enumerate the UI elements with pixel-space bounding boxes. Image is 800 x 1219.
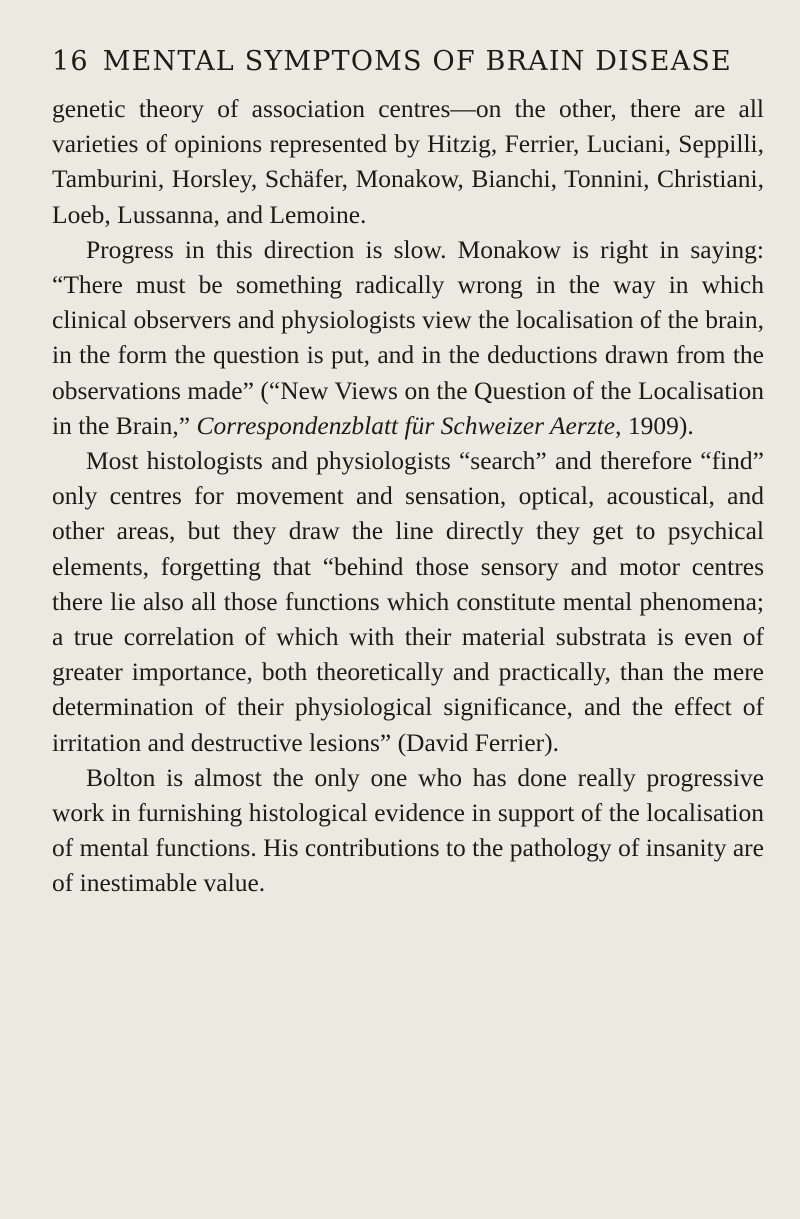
book-page	[52, 46, 764, 901]
paragraph-bolton: Bolton is almost the only one who has done really progressive work in furnishing histological evidence in support of the localisation of mental functions. His contributions to the pathology of insanity are of inestimable value.	[52, 762, 764, 898]
running-head	[52, 46, 764, 77]
paragraph-continued: genetic theory of association centres—on the other, there are all varieties of opinions represented by Hitzig, Ferrier, Luciani, Seppilli, Tamburini, Horsley, Schäfer, Monakow, Bianchi, Tonnini, Christiani, Loeb, Lussanna, and Lemoine.	[52, 94, 764, 229]
running-title: MENTAL SYMPTOMS OF BRAIN DISEASE	[102, 46, 732, 77]
paragraph-progress-end: , 1909).	[615, 410, 694, 440]
page-number: 16	[52, 46, 89, 77]
paragraph-histologists: Most histologists and physiologists “search” and therefore “find” only centres for movement and sensation, optical, acoustical, and other areas, but they draw the line directly they get to psychical elements, forgetting that “behind those sensory and motor centres there lie also all those functions which constitute mental phenomena; a true correlation of which with their material substrata is even of greater importance, both theoretically and practically, than the mere determination of their physiological significance, and the effect of irritation and destructive lesions” (David Ferrier).	[52, 446, 764, 757]
body-text	[52, 91, 764, 901]
paragraph-progress	[52, 232, 764, 443]
journal-title: Correspondenzblatt für Schweizer Aerzte	[196, 410, 616, 440]
paragraph-progress-text: Progress in this direction is slow. Monakow is right in saying: “There must be something radically wrong in the way in which clinical observers and physiologists view the localisation of the brain, in the form the question is put, and in the deductions drawn from the observations made” (“New Views on the Question of the Localisation in the Brain,”	[52, 234, 764, 440]
